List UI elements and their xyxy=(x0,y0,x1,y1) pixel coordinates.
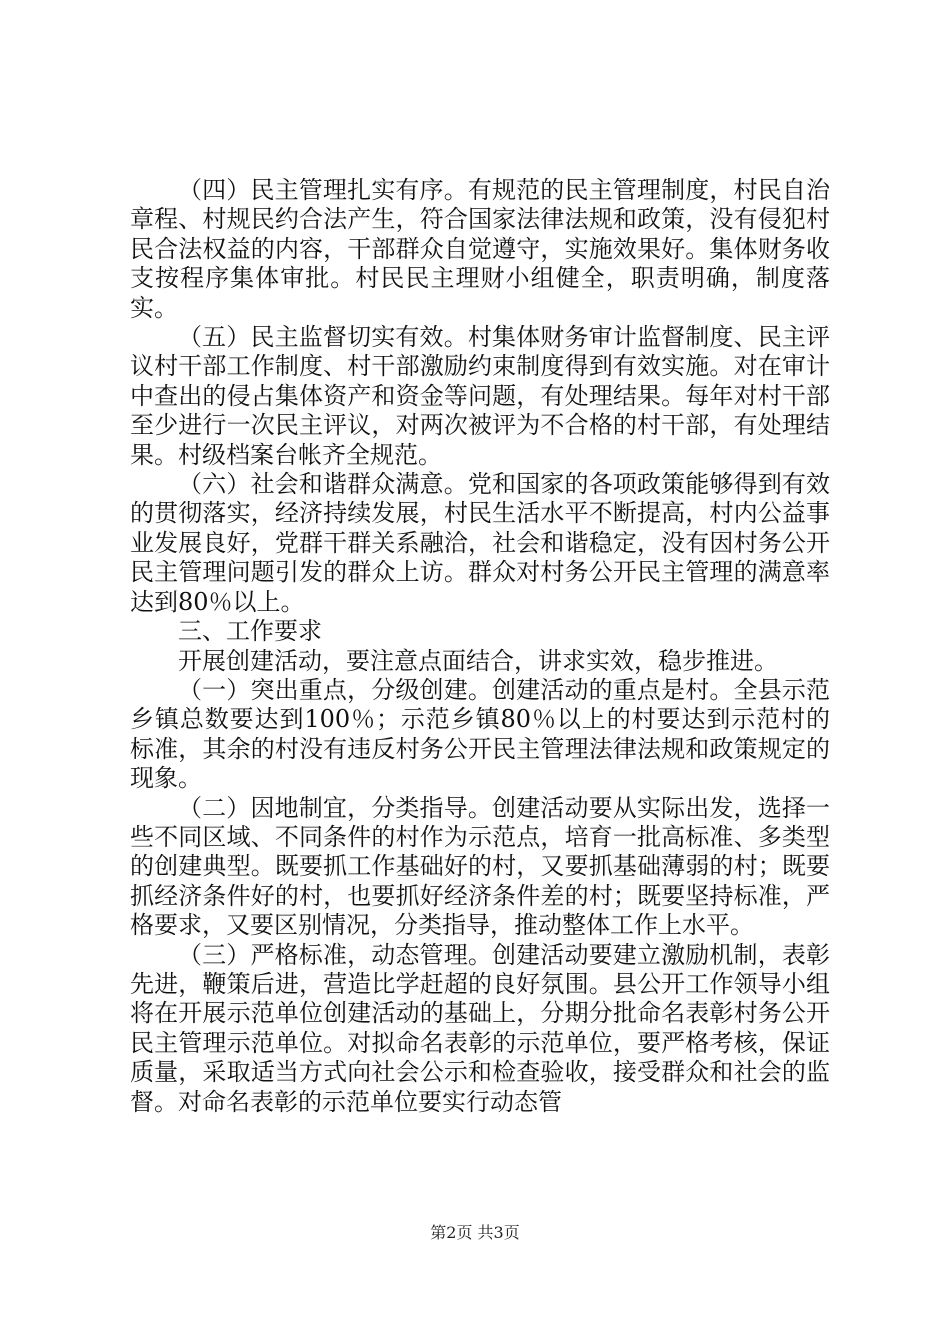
paragraph-highlight-priorities: （一）突出重点，分级创建。创建活动的重点是村。全县示范乡镇总数要达到100％；示范乡镇80％以上的村要达到示范村的标准，其余的村没有违反村务公开民主管理法律法规和政策规定的现象。 xyxy=(130,675,830,793)
paragraph-democratic-supervision: （五）民主监督切实有效。村集体财务审计监督制度、民主评议村干部工作制度、村干部激励约束制度得到有效实施。对在审计中查出的侵占集体资产和资金等问题，有处理结果。每年对村干部至少进行一次民主评议，对两次被评为不合格的村干部，有处理结果。村级档案台帐齐全规范。 xyxy=(130,323,830,469)
page-number-footer: 第2页 共3页 xyxy=(430,1223,520,1242)
paragraph-intro-requirements: 开展创建活动，要注意点面结合，讲求实效，稳步推进。 xyxy=(178,646,778,675)
paragraph-democratic-management: （四）民主管理扎实有序。有规范的民主管理制度，村民自治章程、村规民约合法产生，符合国家法律法规和政策，没有侵犯村民合法权益的内容，干部群众自觉遵守，实施效果好。集体财务收支按程序集体审批。村民民主理财小组健全，职责明确，制度落实。 xyxy=(130,176,830,322)
paragraph-local-conditions: （二）因地制宜，分类指导。创建活动要从实际出发，选择一些不同区域、不同条件的村作为示范点，培育一批高标准、多类型的创建典型。既要抓工作基础好的村，又要抓基础薄弱的村；既要抓经济条件好的村，也要抓好经济条件差的村；既要坚持标准，严格要求，又要区别情况，分类指导，推动整体工作上水平。 xyxy=(130,793,830,940)
document-body xyxy=(130,176,830,1117)
paragraph-social-harmony: （六）社会和谐群众满意。党和国家的各项政策能够得到有效的贯彻落实，经济持续发展，村民生活水平不断提高，村内公益事业发展良好，党群干群关系融洽，社会和谐稳定，没有因村务公开民主管理问题引发的群众上访。群众对村务公开民主管理的满意率达到80％以上。 xyxy=(130,470,830,616)
paragraph-strict-standards: （三）严格标准，动态管理。创建活动要建立激励机制，表彰先进，鞭策后进，营造比学赶超的良好氛围。县公开工作领导小组将在开展示范单位创建活动的基础上，分期分批命名表彰村务公开民主管理示范单位。对拟命名表彰的示范单位，要严格考核，保证质量，采取适当方式向社会公示和检查验收，接受群众和社会的监督。对命名表彰的示范单位要实行动态管 xyxy=(130,940,830,1116)
section-heading-work-requirements: 三、工作要求 xyxy=(178,617,322,646)
